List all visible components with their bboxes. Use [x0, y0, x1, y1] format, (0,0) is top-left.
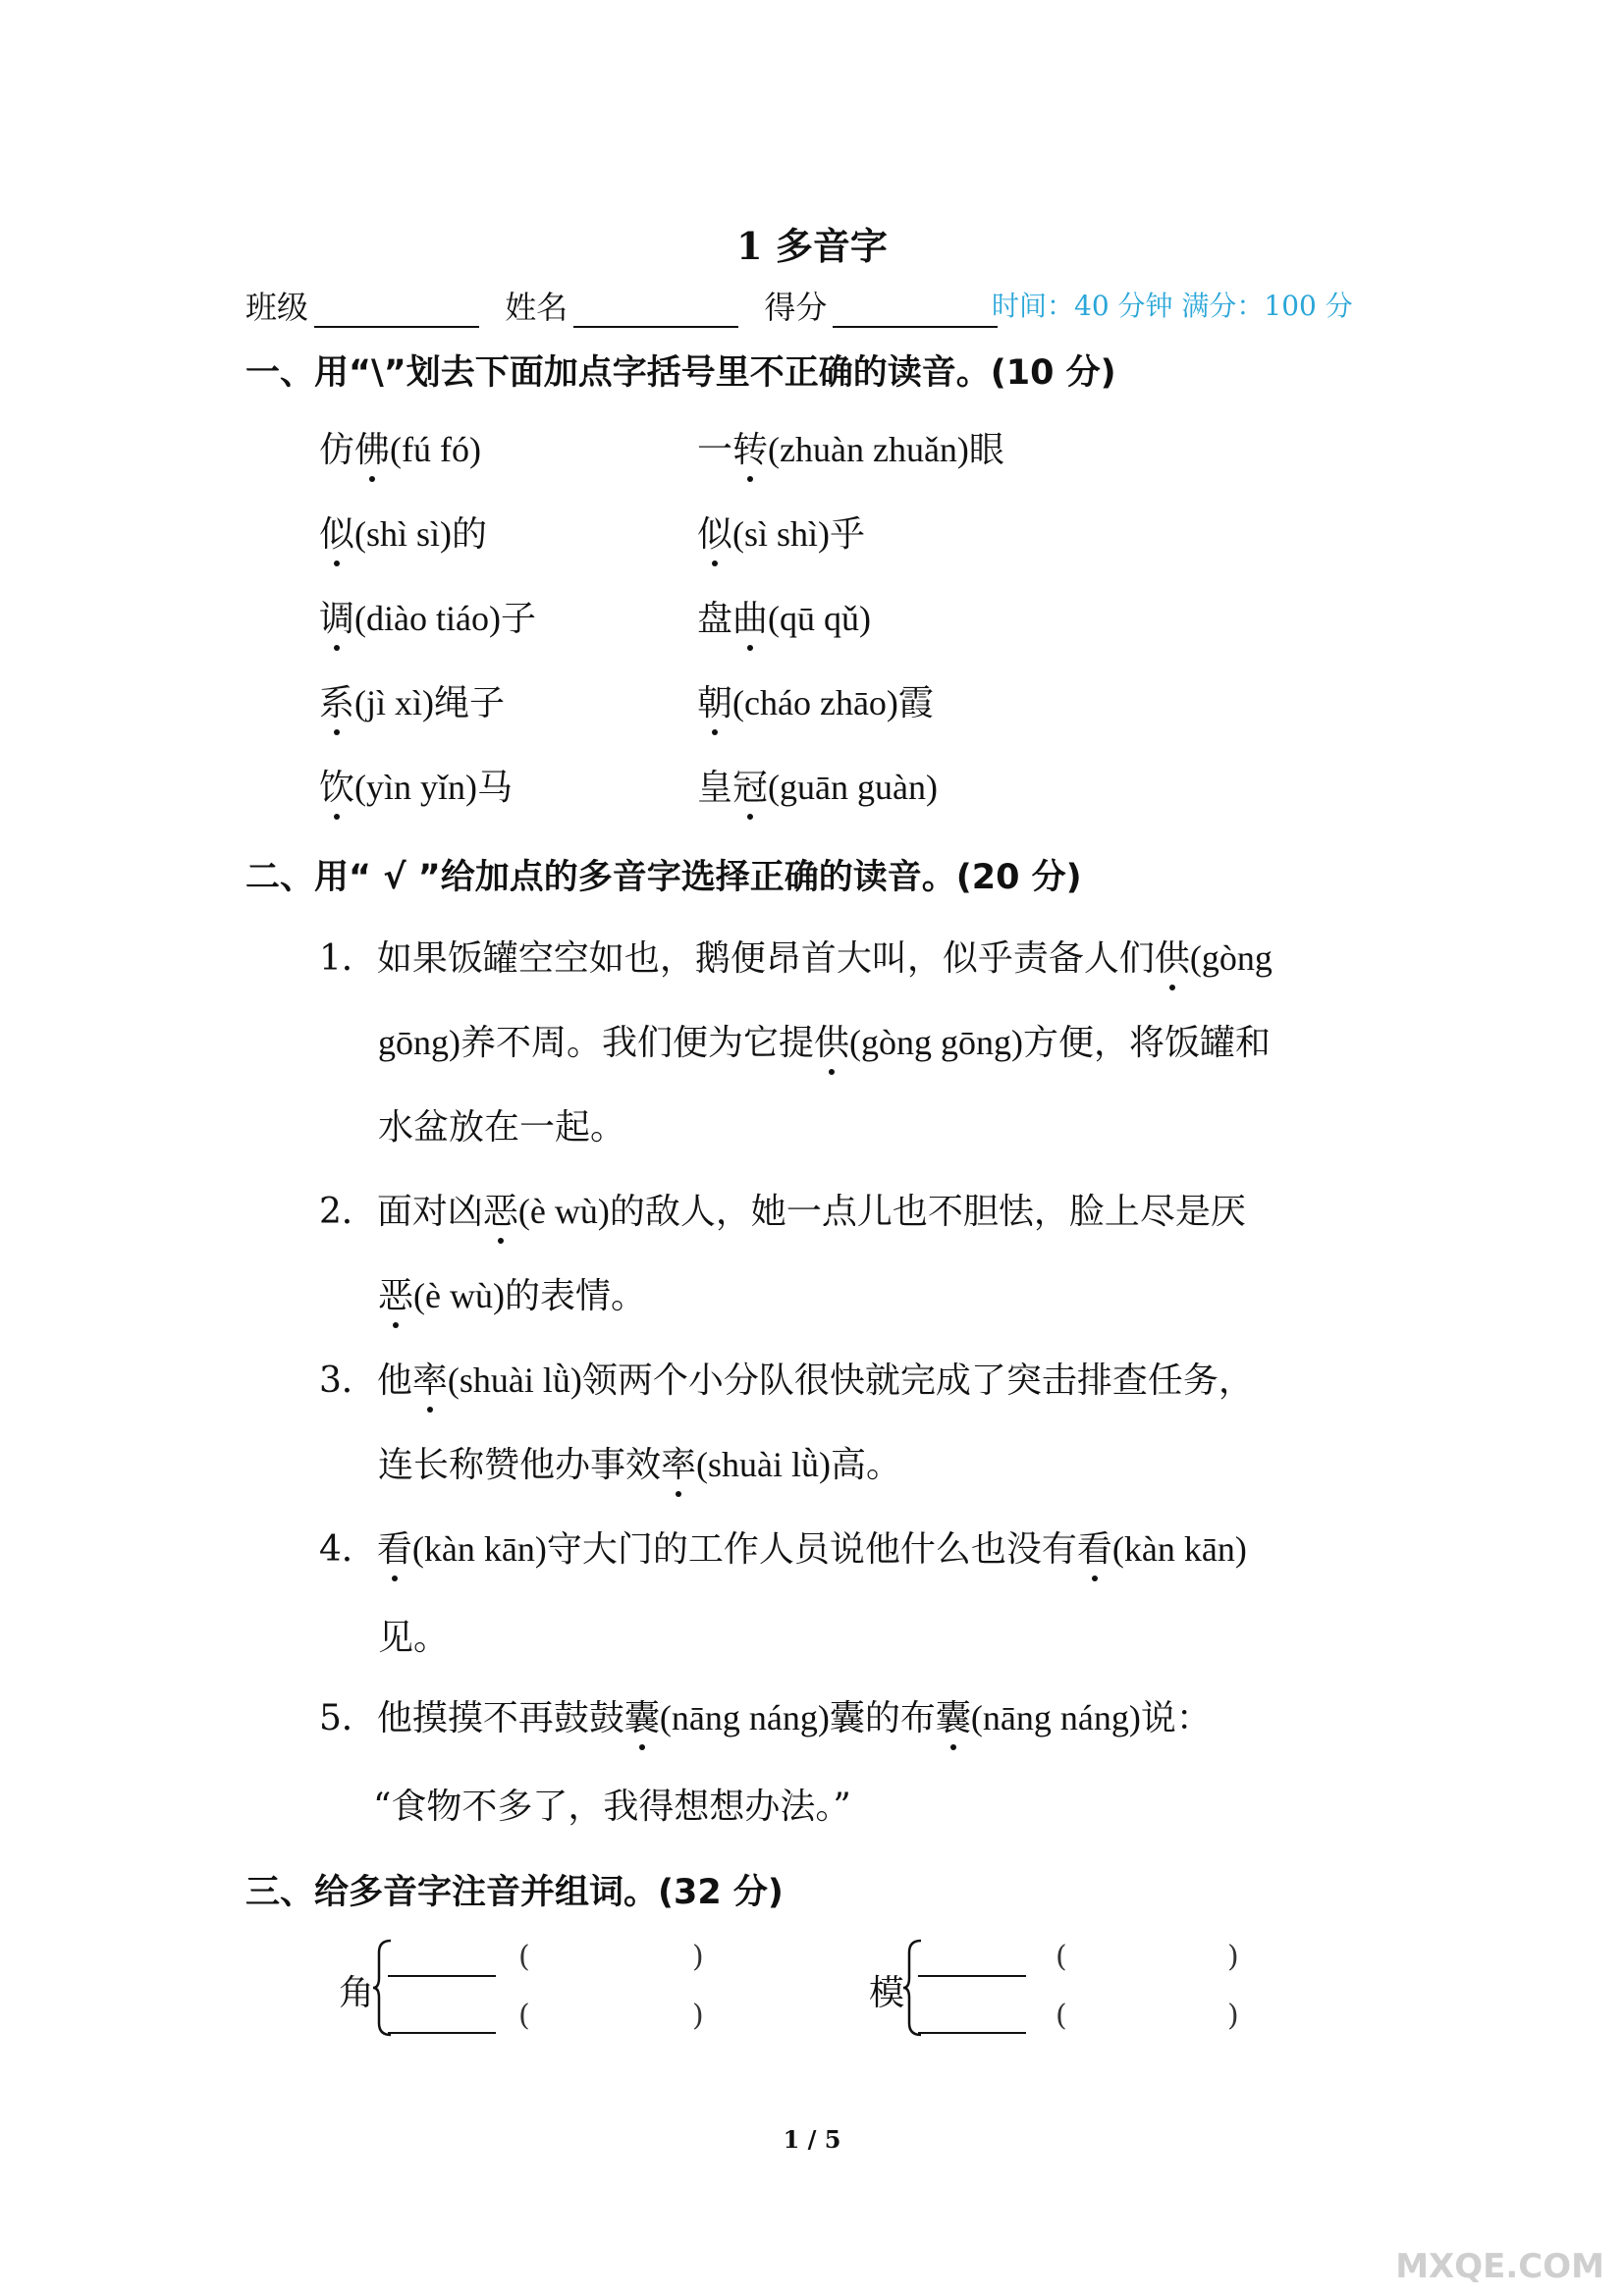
pinyin-options[interactable]: (yìn yǐn) — [354, 768, 477, 807]
polyphone-char-2: 模 — [869, 1973, 905, 2013]
answer-blank[interactable] — [388, 1975, 496, 1977]
dotted-char: 囊 — [624, 1690, 660, 1740]
pinyin-item — [319, 422, 481, 472]
brace-icon — [901, 1939, 923, 2037]
dotted-char: 看 — [377, 1522, 412, 1572]
pinyin-options[interactable]: (qū qǔ) — [768, 599, 872, 638]
question-2-line-1: 2．面对凶恶(è wù)的敌人，她一点儿也不胆怯，脸上尽是厌 — [319, 1184, 1246, 1234]
dotted-char: 囊 — [936, 1690, 971, 1740]
dotted-char: 曲 — [732, 591, 768, 641]
word-part: 皇 — [697, 768, 733, 808]
question-3-line-2: 连长称赞他办事效率(shuài lǜ)高。 — [378, 1437, 901, 1487]
dotted-char: 供 — [814, 1015, 849, 1065]
question-4-line-1: 4．看(kàn kān)守大门的工作人员说他什么也没有看(kàn kān) — [319, 1522, 1247, 1572]
paren-open: ( — [1056, 1999, 1067, 2033]
pinyin-options[interactable]: (guān guàn) — [768, 768, 938, 807]
pinyin-item — [319, 760, 513, 810]
question-2-line-2: 恶(è wù)的表情。 — [378, 1268, 646, 1318]
question-3-line-1: 3．他率(shuài lǜ)领两个小分队很快就完成了突击排查任务， — [319, 1353, 1254, 1403]
word-part: 盘 — [697, 599, 733, 639]
score-blank[interactable] — [833, 293, 998, 328]
word-part: 乎 — [830, 514, 866, 555]
score-label: 得分 — [764, 289, 828, 326]
word-part: 子 — [500, 599, 536, 639]
pinyin-item — [319, 675, 505, 725]
paren-close: ) — [1227, 1999, 1239, 2033]
pinyin-item — [319, 507, 487, 557]
pinyin-options[interactable]: (diào tiáo) — [354, 599, 501, 638]
word-part: 眼 — [968, 430, 1004, 470]
class-label: 班级 — [245, 289, 309, 326]
pinyin-item — [697, 507, 865, 557]
pinyin-item — [697, 760, 938, 810]
answer-blank[interactable] — [918, 1975, 1026, 1977]
paren-open: ( — [1056, 1940, 1067, 1974]
paren-open: ( — [518, 1940, 530, 1974]
word-part: 的 — [452, 514, 488, 555]
answer-blank[interactable] — [918, 2032, 1026, 2034]
dotted-char: 转 — [732, 422, 768, 472]
question-4-line-2: 见。 — [378, 1618, 450, 1658]
section1-heading: 一、用“\”划去下面加点字括号里不正确的读音。(10 分) — [245, 353, 1116, 393]
dotted-char: 恶 — [483, 1184, 518, 1234]
dotted-char: 看 — [1077, 1522, 1112, 1572]
brace-icon — [371, 1939, 393, 2037]
dotted-char: 调 — [319, 591, 354, 641]
name-label: 姓名 — [505, 289, 568, 326]
dotted-char: 似 — [319, 507, 354, 557]
word-part: 仿 — [319, 430, 355, 470]
watermark: MXQE.COM — [1395, 2247, 1604, 2286]
pinyin-options[interactable]: (cháo zhāo) — [732, 683, 898, 722]
pinyin-options[interactable]: (shì sì) — [354, 514, 453, 554]
paren-close: ) — [692, 1999, 704, 2033]
page-title: 1 多音字 — [736, 224, 888, 268]
word-part: 绳子 — [434, 683, 506, 723]
paren-close: ) — [692, 1940, 704, 1974]
question-5-line-1: 5．他摸摸不再鼓鼓囊(nāng náng)囊的布囊(nāng náng)说： — [319, 1690, 1212, 1740]
pinyin-item — [697, 422, 1004, 472]
pinyin-item — [697, 675, 934, 725]
word-part: 马 — [477, 768, 514, 808]
pinyin-options[interactable]: (fú fó) — [390, 430, 481, 469]
dotted-char: 佛 — [354, 422, 390, 472]
student-info — [245, 283, 1013, 328]
dotted-char: 率 — [661, 1437, 696, 1487]
question-1-line-3: 水盆放在一起。 — [378, 1107, 626, 1148]
dotted-char: 朝 — [697, 675, 732, 725]
section3-heading: 三、给多音字注音并组词。(32 分) — [245, 1873, 784, 1912]
polyphone-char-1: 角 — [339, 1973, 375, 2013]
dotted-char: 供 — [1155, 931, 1190, 981]
pinyin-options[interactable]: (zhuàn zhuǎn) — [768, 430, 969, 469]
time-score-meta: 时间：40 分钟 满分：100 分 — [992, 290, 1353, 322]
pinyin-options[interactable]: (jì xì) — [354, 683, 434, 722]
paren-open: ( — [518, 1999, 530, 2033]
section2-heading: 二、用“ √ ”给加点的多音字选择正确的读音。(20 分) — [245, 858, 1082, 897]
pinyin-item — [697, 591, 871, 641]
question-5-line-2: “食物不多了，我得想想办法。” — [373, 1787, 851, 1827]
class-blank[interactable] — [314, 293, 479, 328]
word-part: 霞 — [897, 683, 934, 723]
answer-blank[interactable] — [388, 2032, 496, 2034]
paren-close: ) — [1227, 1940, 1239, 1974]
pinyin-item — [319, 591, 536, 641]
pinyin-options[interactable]: (sì shì) — [732, 514, 831, 554]
name-blank[interactable] — [573, 293, 738, 328]
page-number: 1 / 5 — [783, 2125, 841, 2154]
question-1-line-1: 1．如果饭罐空空如也，鹅便昂首大叫，似乎责备人们供(gòng — [319, 931, 1272, 981]
dotted-char: 冠 — [732, 760, 768, 810]
dotted-char: 系 — [319, 675, 354, 725]
dotted-char: 恶 — [378, 1268, 413, 1318]
dotted-char: 率 — [412, 1353, 448, 1403]
word-part: 一 — [697, 430, 733, 470]
dotted-char: 似 — [697, 507, 732, 557]
dotted-char: 饮 — [319, 760, 354, 810]
question-1-line-2: gōng)养不周。我们便为它提供(gòng gōng)方便，将饭罐和 — [378, 1015, 1271, 1065]
